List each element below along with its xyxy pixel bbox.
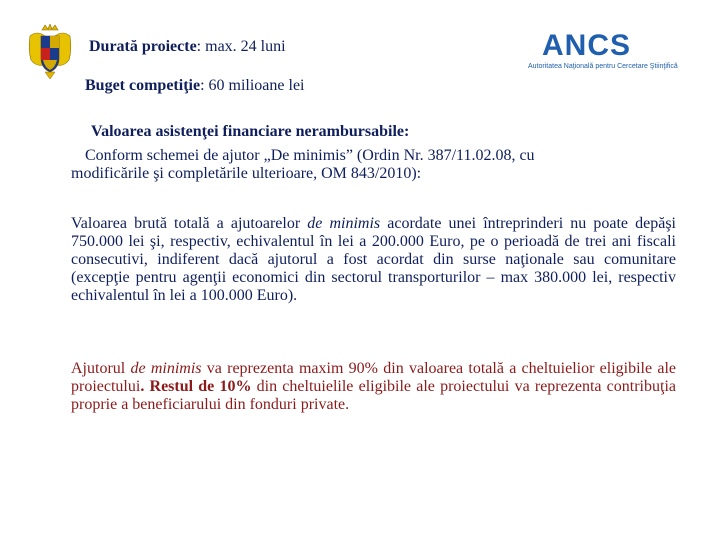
duration-label: Durată proiecte: [89, 38, 197, 55]
section-heading: Valoarea asistenţei financiare nerambursabile:: [91, 123, 410, 140]
p2-text-3: din cheltuielile eligibile ale proiectului va reprezenta contribuţia proprie a beneficiarului din fonduri private.: [71, 378, 676, 413]
project-duration: [89, 38, 286, 56]
budget-value: : 60 milioane lei: [200, 77, 305, 94]
p2-bold: . Restul de 10%: [140, 378, 252, 395]
intro-line-2: modificările şi completările ulterioare, OM 843/2010):: [71, 165, 422, 182]
duration-value: : max. 24 luni: [196, 38, 286, 55]
p1-text-1: Valoarea brută totală a ajutoarelor: [71, 215, 308, 232]
logo-text: ANCS: [542, 29, 632, 62]
intro-line-1: Conform schemei de ajutor „De minimis” (Ordin Nr. 387/11.02.08, cu: [85, 147, 535, 164]
p2-italic: de minimis: [130, 360, 202, 377]
competition-budget: [85, 77, 305, 95]
p1-text-2: acordate unei întreprinderi nu poate depăşi 750.000 lei şi, respectiv, echivalentul în lei a 200.000 Euro, pe o perioadă de trei ani fiscali consecutivi, indiferent dacă ajutorul a fost acordat din surse naţionale sau comunitare (excepţie pentru agenţii economici din sectorul transporturilor – max 380.000 lei, respectiv echivalentul în lei a 100.000 Euro).: [71, 215, 676, 304]
p2-text-1: Ajutorul: [71, 360, 131, 377]
paragraph-gross-value: [71, 215, 676, 305]
logo-subtitle: Autoritatea Naţională pentru Cercetare Ştiinţifică: [528, 63, 678, 70]
paragraph-de-minimis-share: [71, 360, 676, 414]
ancs-logo: [528, 30, 688, 74]
p1-italic: de minimis: [307, 215, 381, 232]
budget-label: Buget competiţie: [85, 77, 201, 94]
coat-of-arms-icon: [27, 24, 73, 80]
p2-text-2: va reprezenta maxim 90% din valoarea totală a cheltuielior eligibile ale proiectului: [71, 360, 676, 395]
